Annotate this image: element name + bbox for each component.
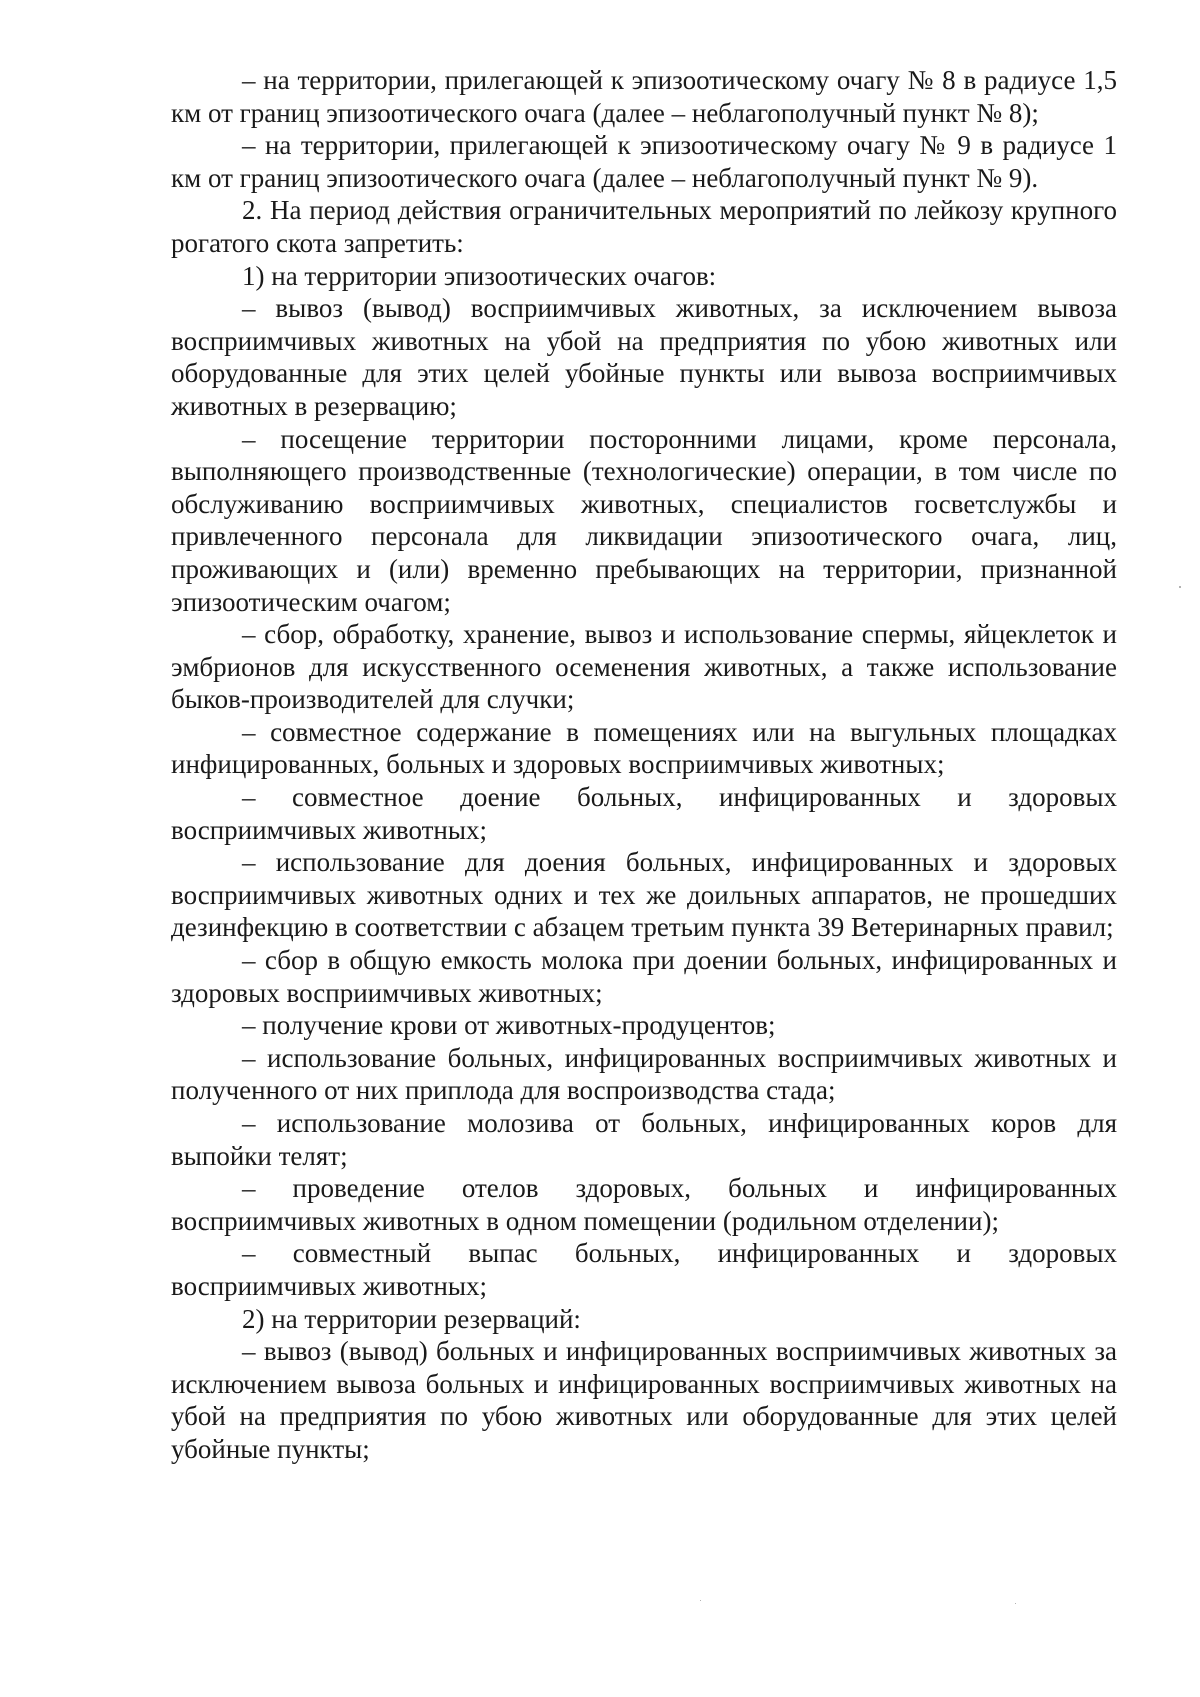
paragraph-zone-9: – на территории, прилегающей к эпизоотическому очагу № 9 в радиусе 1 км от границ эпизоотического очага (далее – неблагополучный пункт № 9). xyxy=(171,130,1117,193)
paragraph-subitem-2-heading: 2) на территории резерваций: xyxy=(242,1303,581,1334)
paragraph-colostrum-ban: – использование молозива от больных, инфицированных коров для выпойки телят; xyxy=(171,1108,1117,1171)
paragraph-milk-collection-ban: – сбор в общую емкость молока при доении больных, инфицированных и здоровых восприимчивых животных; xyxy=(171,945,1117,1008)
scan-speck xyxy=(1179,586,1181,588)
scan-speck xyxy=(700,1600,701,1601)
paragraph-joint-housing-ban: – совместное содержание в помещениях или на выгульных площадках инфицированных, больных и здоровых восприимчивых животных; xyxy=(171,716,1117,780)
paragraph-milking-equipment-ban: – использование для доения больных, инфицированных и здоровых восприимчивых животных одних и тех же доильных аппаратов, не прошедших дезинфекцию в соответствии с абзацем третьим пункта 39 Ветеринарных правил; xyxy=(171,847,1117,943)
paragraph-grazing-ban: – совместный выпас больных, инфицированных и здоровых восприимчивых животных; xyxy=(171,1238,1117,1301)
scan-speck xyxy=(1015,1603,1016,1604)
paragraph-export-ban: – вывоз (вывод) восприимчивых животных, за исключением вывоза восприимчивых животных на убой на предприятия по убою животных или оборудованные для этих целей убойные пункты или вывоза восприимчивых животных в резервацию; xyxy=(171,293,1117,421)
paragraph-calving-ban: – проведение отелов здоровых, больных и инфицированных восприимчивых животных в одном помещении (родильном отделении); xyxy=(171,1173,1117,1236)
paragraph-visit-ban: – посещение территории посторонними лицами, кроме персонала, выполняющего производственные (технологические) операции, в том числе по обслуживанию восприимчивых животных, специалистов госветслужбы и привлеченного персонала для ликвидации эпизоотического очага, лиц, проживающих и (или) временно пребывающих на территории, признанной эпизоотическим очагом; xyxy=(171,423,1117,617)
paragraph-blood-ban: – получение крови от животных-продуцентов; xyxy=(242,1010,776,1041)
paragraph-item-2-intro: 2. На период действия ограничительных мероприятий по лейкозу крупного рогатого скота запретить: xyxy=(171,195,1117,258)
paragraph-subitem-1-heading: 1) на территории эпизоотических очагов: xyxy=(242,260,717,291)
paragraph-reservation-export-ban: – вывоз (вывод) больных и инфицированных восприимчивых животных за исключением вывоза больных и инфицированных восприимчивых животных на убой на предприятия по убою животных или оборудованные для этих целей убойные пункты; xyxy=(171,1336,1117,1464)
paragraph-breeding-ban: – использование больных, инфицированных восприимчивых животных и полученного от них приплода для воспроизводства стада; xyxy=(171,1042,1117,1106)
paragraph-semen-ban: – сбор, обработку, хранение, вывоз и использование спермы, яйцеклеток и эмбрионов для искусственного осеменения животных, а также использование быков-производителей для случки; xyxy=(171,619,1117,715)
document-body xyxy=(171,64,1117,1466)
paragraph-joint-milking-ban: – совместное доение больных, инфицированных и здоровых восприимчивых животных; xyxy=(171,782,1117,845)
paragraph-zone-8: – на территории, прилегающей к эпизоотическому очагу № 8 в радиусе 1,5 км от границ эпизоотического очага (далее – неблагополучный пункт № 8); xyxy=(171,65,1117,128)
